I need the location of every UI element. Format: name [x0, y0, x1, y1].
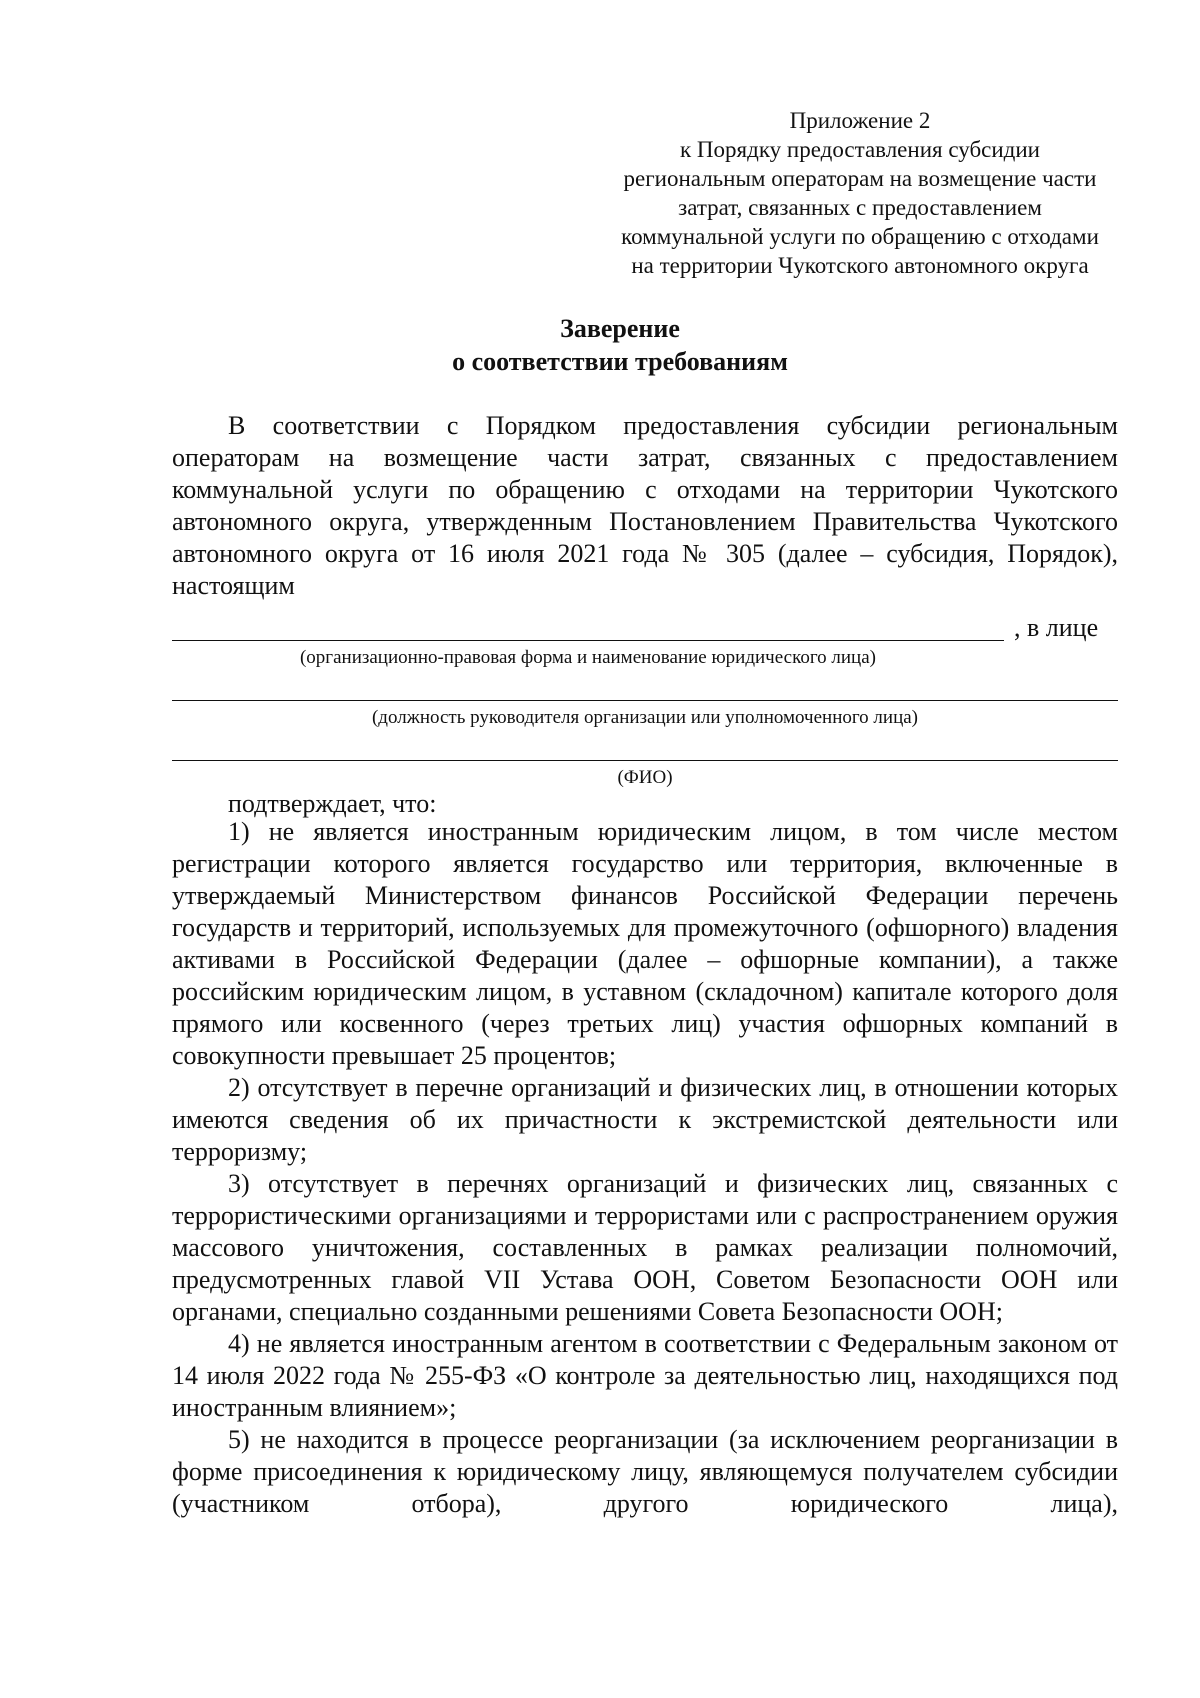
document-title	[160, 312, 1080, 378]
fio-blank-line[interactable]	[172, 760, 1118, 761]
appendix-header	[600, 106, 1120, 280]
appendix-line: к Порядку предоставления субсидии	[680, 137, 1040, 162]
title-line-2: о соответствии требованиям	[452, 347, 788, 376]
intro-paragraph	[172, 410, 1118, 602]
appendix-line: Приложение 2	[789, 108, 931, 133]
org-name-blank-line[interactable]	[172, 640, 1004, 641]
org-name-caption: (организационно-правовая форма и наименование юридического лица)	[299, 647, 876, 668]
appendix-line: коммунальной услуги по обращению с отходами	[621, 224, 1099, 249]
confirms-label: подтверждает, что:	[228, 789, 437, 818]
requirements-list	[172, 816, 1118, 1520]
position-blank-line[interactable]	[172, 700, 1118, 701]
list-item: 3) отсутствует в перечнях организаций и физических лиц, связанных с террористическими организациями и террористами или с распространением оружия массового уничтожения, составленных в рамках реализации полномочий, предусмотренных главой VII Устава ООН, Советом Безопасности ООН или органами, специально созданными решениями Совета Безопасности ООН;	[172, 1169, 1118, 1326]
appendix-line: на территории Чукотского автономного округа	[631, 253, 1089, 278]
in-person-label: , в лице	[1014, 613, 1099, 642]
list-item: 5) не находится в процессе реорганизации (за исключением реорганизации в форме присоединения к юридическому лицу, являющемуся получателем субсидии (участником отбора), другого юридического лица),	[172, 1425, 1118, 1518]
fio-caption: (ФИО)	[617, 767, 673, 788]
list-item: 4) не является иностранным агентом в соответствии с Федеральным законом от 14 июля 2022 года № 255-ФЗ «О контроле за деятельностью лиц, находящихся под иностранным влиянием»;	[172, 1329, 1118, 1422]
position-caption: (должность руководителя организации или уполномоченного лица)	[371, 707, 919, 728]
appendix-line: затрат, связанных с предоставлением	[678, 195, 1042, 220]
intro-text: В соответствии с Порядком предоставления субсидии региональным операторам на возмещение части затрат, связанных с предоставлением коммунальной услуги по обращению с отходами на территории Чукотского автономного округа, утвержденным Постановлением Правительства Чукотского автономного округа от 16 июля 2021 года № 305 (далее – субсидия, Порядок), настоящим	[172, 411, 1118, 600]
list-item: 1) не является иностранным юридическим лицом, в том числе местом регистрации которого является государство или территория, включенные в утверждаемый Министерством финансов Российской Федерации перечень государств и территорий, используемых для промежуточного (офшорного) владения активами в Российской Федерации (далее – офшорные компании), а также российским юридическим лицом, в уставном (складочном) капитале которого доля прямого или косвенного (через третьих лиц) участия офшорных компаний в совокупности превышает 25 процентов;	[172, 817, 1118, 1070]
appendix-line: региональным операторам на возмещение части	[623, 166, 1097, 191]
title-line-1: Заверение	[560, 314, 680, 343]
list-item: 2) отсутствует в перечне организаций и физических лиц, в отношении которых имеются сведения об их причастности к экстремистской деятельности или терроризму;	[172, 1073, 1118, 1166]
